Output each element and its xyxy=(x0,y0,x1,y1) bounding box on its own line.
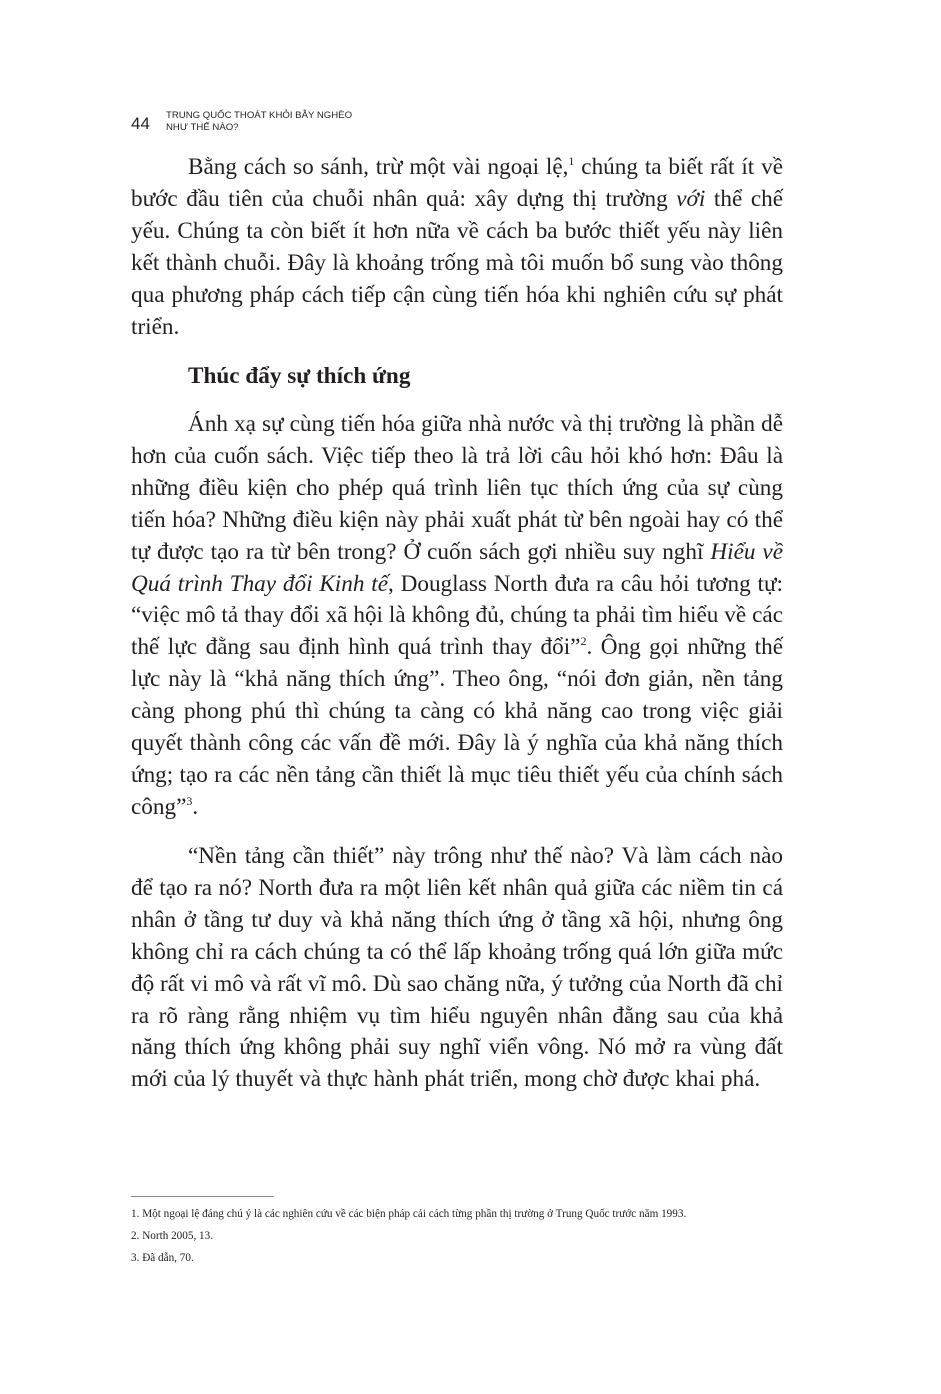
footnote-ref-3: 3 xyxy=(186,793,193,808)
paragraph-2-text-d: . xyxy=(192,793,199,820)
paragraph-3: “Nền tảng cần thiết” này trông như thế nào? Và làm cách nào để tạo ra nó? North đưa ra một liên kết nhân quả giữa các niềm tin cá nhân ở tầng tư duy và khả năng thích ứng ở tầng xã hội, nhưng ông không chỉ ra cách chúng ta có thể lấp khoảng trống quá lớn giữa mức độ rất vi mô và rất vĩ mô. Dù sao chăng nữa, ý tưởng của North đã chỉ ra rõ ràng rằng nhiệm vụ tìm hiểu nguyên nhân đằng sau của khả năng thích ứng không phải suy nghĩ viển vông. Nó mở ra vùng đất mới của lý thuyết và thực hành phát triển, mong chờ được khai phá. xyxy=(131,843,783,1093)
page-number: 44 xyxy=(131,114,150,133)
paragraph-1-block xyxy=(131,152,783,343)
footnote-ref-2: 2 xyxy=(580,634,587,649)
running-title-line-2: NHƯ THẾ NÀO? xyxy=(166,122,239,133)
book-title: Hiểu về Quá trình Thay đổi Kinh tế xyxy=(131,538,783,597)
footnote-2: 2. North 2005, 13. xyxy=(131,1230,214,1242)
paragraph-2-text-c: . Ông gọi những thế lực này là “khả năng thích ứng”. Theo ông, “nói đơn giản, nền tảng càng phong phú thì chúng ta càng có khả năng cao trong việc giải quyết thành công các vấn đề mới. Đây là ý nghĩa của khả năng thích ứng; tạo ra các nền tảng cần thiết là mục tiêu thiết yếu của chính sách công” xyxy=(131,634,783,820)
paragraph-1-emphasis: với xyxy=(676,185,706,212)
paragraph-1-text-a: Bằng cách so sánh, trừ một vài ngoại lệ, xyxy=(188,154,569,180)
paragraph-1-text-b: chúng ta biết rất ít về bước đầu tiên của chuỗi nhân quả: xây dựng thị trường xyxy=(131,154,783,212)
running-title xyxy=(166,110,352,134)
footnote-divider xyxy=(131,1196,274,1197)
paragraph-3-block xyxy=(131,841,783,1096)
paragraph-2-block xyxy=(131,409,783,824)
running-title-line-1: TRUNG QUỐC THOÁT KHỎI BẪY NGHÈO xyxy=(166,110,353,121)
footnote-1: 1. Một ngoại lệ đáng chú ý là các nghiên cứu về các biện pháp cải cách từng phần thị trường ở Trung Quốc trước năm 1993. xyxy=(131,1208,687,1220)
paragraph-2 xyxy=(131,409,783,824)
paragraph-1 xyxy=(131,152,783,343)
paragraph-1-text-c: thể chế yếu. Chúng ta còn biết ít hơn nữa về cách ba bước thiết yếu này liên kết thành chuỗi. Đây là khoảng trống mà tôi muốn bổ sung vào thông qua phương pháp cách tiếp cận cùng tiến hóa khi nghiên cứu sự phát triển. xyxy=(131,185,783,340)
paragraph-2-text-b: , Douglass North đưa ra câu hỏi tương tự: “việc mô tả thay đổi xã hội là không đủ, chúng ta phải tìm hiểu về các thế lực đằng sau định hình quá trình thay đổi” xyxy=(131,570,783,661)
section-heading-block xyxy=(131,361,783,393)
footnote-ref-1: 1 xyxy=(568,154,575,168)
footnote-3: 3. Đã dẫn, 70. xyxy=(131,1252,194,1264)
section-heading: Thúc đẩy sự thích ứng xyxy=(188,363,411,389)
footnotes xyxy=(131,1203,831,1269)
paragraph-2-text-a: Ánh xạ sự cùng tiến hóa giữa nhà nước và thị trường là phần dễ hơn của cuốn sách. Việc tiếp theo là trả lời câu hỏi khó hơn: Đâu là những điều kiện cho phép quá trình liên tục thích ứng của sự cùng tiến hóa? Những điều kiện này phải xuất phát từ bên ngoài hay có thể tự được tạo ra từ bên trong? Ở cuốn sách gợi nhiều suy nghĩ xyxy=(131,411,783,565)
